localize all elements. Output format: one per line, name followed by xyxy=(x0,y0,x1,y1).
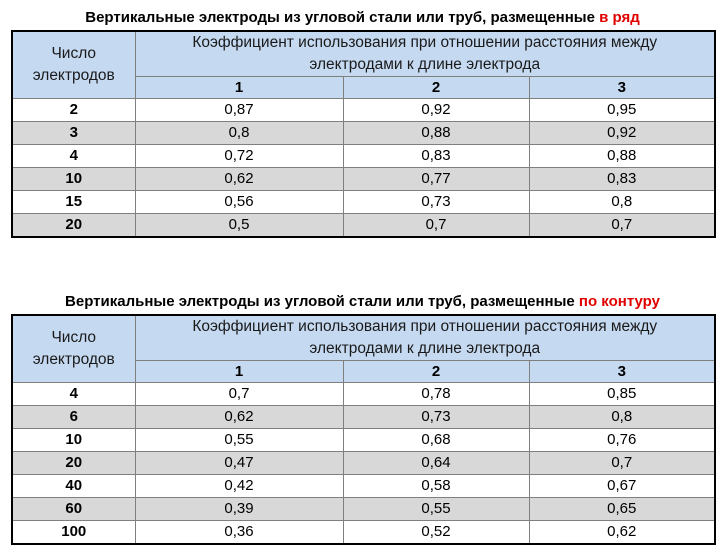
coefficient-cell: 0,8 xyxy=(529,191,715,214)
coefficient-cell: 0,39 xyxy=(135,498,343,521)
table-row xyxy=(12,521,715,545)
coefficient-cell: 0,68 xyxy=(343,429,529,452)
electrode-count-cell: 3 xyxy=(12,122,135,145)
electrode-count-cell: 10 xyxy=(12,168,135,191)
coefficient-cell: 0,73 xyxy=(343,406,529,429)
header-col-1: 1 xyxy=(135,77,343,99)
table-row xyxy=(12,145,715,168)
header-col-1: 1 xyxy=(135,361,343,383)
coefficient-cell: 0,36 xyxy=(135,521,343,545)
coefficient-cell: 0,42 xyxy=(135,475,343,498)
table-row xyxy=(12,429,715,452)
coefficients-table xyxy=(11,30,716,238)
coefficient-cell: 0,88 xyxy=(529,145,715,168)
coefficient-cell: 0,85 xyxy=(529,383,715,406)
title-text: Вертикальные электроды из угловой стали или труб, размещенные xyxy=(85,9,600,26)
coefficient-cell: 0,62 xyxy=(135,168,343,191)
table-row xyxy=(12,475,715,498)
electrode-count-cell: 15 xyxy=(12,191,135,214)
table-row xyxy=(12,498,715,521)
electrode-count-cell: 10 xyxy=(12,429,135,452)
table-title xyxy=(11,284,714,314)
table-block-row xyxy=(11,0,714,238)
coefficient-cell: 0,87 xyxy=(135,99,343,122)
header-col-3: 3 xyxy=(529,77,715,99)
coefficient-cell: 0,7 xyxy=(343,214,529,238)
coefficients-table xyxy=(11,314,716,545)
coefficient-cell: 0,7 xyxy=(135,383,343,406)
coefficient-cell: 0,8 xyxy=(529,406,715,429)
electrode-count-cell: 40 xyxy=(12,475,135,498)
table-body xyxy=(12,99,715,238)
table-row xyxy=(12,383,715,406)
coefficient-cell: 0,62 xyxy=(135,406,343,429)
table-title xyxy=(11,0,714,30)
header-coefficient: Коэффициент использования при отношении расстояния между электродами к длине электрода xyxy=(135,315,715,361)
coefficient-cell: 0,7 xyxy=(529,452,715,475)
table-row xyxy=(12,122,715,145)
coefficient-cell: 0,83 xyxy=(529,168,715,191)
header-coefficient: Коэффициент использования при отношении расстояния между электродами к длине электрода xyxy=(135,31,715,77)
coefficient-cell: 0,95 xyxy=(529,99,715,122)
table-row xyxy=(12,191,715,214)
electrode-count-cell: 4 xyxy=(12,145,135,168)
electrode-count-cell: 60 xyxy=(12,498,135,521)
electrode-count-cell: 20 xyxy=(12,452,135,475)
coefficient-cell: 0,83 xyxy=(343,145,529,168)
electrode-count-cell: 2 xyxy=(12,99,135,122)
coefficient-cell: 0,76 xyxy=(529,429,715,452)
electrode-count-cell: 20 xyxy=(12,214,135,238)
header-col-2: 2 xyxy=(343,77,529,99)
coefficient-cell: 0,92 xyxy=(529,122,715,145)
title-highlight: по контуру xyxy=(578,293,660,310)
coefficient-cell: 0,67 xyxy=(529,475,715,498)
electrode-count-cell: 4 xyxy=(12,383,135,406)
table-row xyxy=(12,168,715,191)
coefficient-cell: 0,92 xyxy=(343,99,529,122)
header-col-3: 3 xyxy=(529,361,715,383)
electrode-count-cell: 100 xyxy=(12,521,135,545)
header-col-2: 2 xyxy=(343,361,529,383)
title-highlight: в ряд xyxy=(599,9,640,26)
coefficient-cell: 0,47 xyxy=(135,452,343,475)
coefficient-cell: 0,58 xyxy=(343,475,529,498)
table-body xyxy=(12,383,715,545)
coefficient-cell: 0,65 xyxy=(529,498,715,521)
electrode-count-cell: 6 xyxy=(12,406,135,429)
coefficient-cell: 0,5 xyxy=(135,214,343,238)
coefficient-cell: 0,52 xyxy=(343,521,529,545)
table-row xyxy=(12,214,715,238)
table-row xyxy=(12,99,715,122)
coefficient-cell: 0,56 xyxy=(135,191,343,214)
coefficient-cell: 0,64 xyxy=(343,452,529,475)
title-text: Вертикальные электроды из угловой стали или труб, размещенные xyxy=(65,293,579,310)
coefficient-cell: 0,7 xyxy=(529,214,715,238)
header-electrode-count: Число электродов xyxy=(12,315,135,383)
coefficient-cell: 0,62 xyxy=(529,521,715,545)
coefficient-cell: 0,55 xyxy=(343,498,529,521)
coefficient-cell: 0,8 xyxy=(135,122,343,145)
table-block-contour xyxy=(11,284,714,545)
coefficient-cell: 0,78 xyxy=(343,383,529,406)
coefficient-cell: 0,77 xyxy=(343,168,529,191)
coefficient-cell: 0,73 xyxy=(343,191,529,214)
coefficient-cell: 0,55 xyxy=(135,429,343,452)
coefficient-cell: 0,88 xyxy=(343,122,529,145)
header-electrode-count: Число электродов xyxy=(12,31,135,99)
coefficient-cell: 0,72 xyxy=(135,145,343,168)
table-row xyxy=(12,452,715,475)
table-row xyxy=(12,406,715,429)
